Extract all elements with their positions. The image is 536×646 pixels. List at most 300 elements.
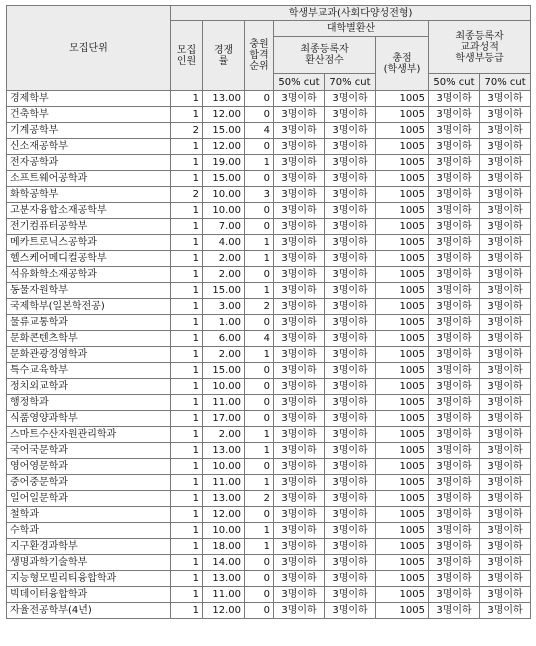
ratio-cell: 10.00 — [203, 187, 245, 203]
table-row — [7, 187, 531, 203]
score-cut50-cell: 3명이하 — [274, 523, 325, 539]
total-cell: 1005 — [376, 123, 429, 139]
dept-cell: 지구환경과학부 — [7, 539, 171, 555]
score-cut50-header: 50% cut — [274, 74, 325, 91]
grade-cut50-cell: 3명이하 — [429, 539, 480, 555]
final-score-header-line: 최종등록자 — [300, 44, 349, 55]
dept-cell: 헬스케어메디컬공학부 — [7, 251, 171, 267]
quota-cell: 1 — [171, 555, 203, 571]
grade-cut70-cell: 3명이하 — [480, 379, 531, 395]
waitlist-cell: 4 — [245, 123, 274, 139]
grade-cut70-cell: 3명이하 — [480, 267, 531, 283]
ratio-cell: 2.00 — [203, 267, 245, 283]
score-cut70-cell: 3명이하 — [325, 203, 376, 219]
quota-cell: 1 — [171, 507, 203, 523]
ratio-cell: 19.00 — [203, 155, 245, 171]
waitlist-header-line: 충원 — [249, 39, 269, 50]
quota-cell: 1 — [171, 251, 203, 267]
total-cell: 1005 — [376, 171, 429, 187]
dept-cell: 수학과 — [7, 523, 171, 539]
ratio-cell: 2.00 — [203, 427, 245, 443]
ratio-header-line: 률 — [218, 55, 229, 67]
total-cell: 1005 — [376, 571, 429, 587]
total-cell: 1005 — [376, 443, 429, 459]
grade-cut70-cell: 3명이하 — [480, 251, 531, 267]
waitlist-header-line: 순위 — [249, 61, 269, 72]
total-cell: 1005 — [376, 283, 429, 299]
waitlist-cell: 0 — [245, 507, 274, 523]
score-cut50-cell: 3명이하 — [274, 139, 325, 155]
waitlist-cell: 1 — [245, 155, 274, 171]
waitlist-cell: 0 — [245, 555, 274, 571]
ratio-cell: 7.00 — [203, 219, 245, 235]
table-row — [7, 379, 531, 395]
grade-cut70-cell: 3명이하 — [480, 539, 531, 555]
ratio-cell: 17.00 — [203, 411, 245, 427]
grade-cut50-cell: 3명이하 — [429, 379, 480, 395]
grade-cut70-cell: 3명이하 — [480, 155, 531, 171]
total-cell: 1005 — [376, 603, 429, 619]
quota-cell: 1 — [171, 475, 203, 491]
score-cut70-cell: 3명이하 — [325, 523, 376, 539]
waitlist-cell: 1 — [245, 235, 274, 251]
quota-cell: 1 — [171, 427, 203, 443]
grade-cut70-cell: 3명이하 — [480, 331, 531, 347]
dept-cell: 생명과학기술학부 — [7, 555, 171, 571]
score-cut70-cell: 3명이하 — [325, 427, 376, 443]
score-cut50-cell: 3명이하 — [274, 251, 325, 267]
table-row — [7, 107, 531, 123]
score-cut70-cell: 3명이하 — [325, 507, 376, 523]
score-cut70-cell: 3명이하 — [325, 155, 376, 171]
dept-cell: 지능형모빌리티융합학과 — [7, 571, 171, 587]
ratio-cell: 11.00 — [203, 395, 245, 411]
score-cut70-cell: 3명이하 — [325, 283, 376, 299]
score-cut50-cell: 3명이하 — [274, 379, 325, 395]
dept-cell: 화학공학부 — [7, 187, 171, 203]
grade-cut70-cell: 3명이하 — [480, 283, 531, 299]
grade-cut70-cell: 3명이하 — [480, 171, 531, 187]
ratio-cell: 2.00 — [203, 251, 245, 267]
total-cell: 1005 — [376, 475, 429, 491]
table-row — [7, 331, 531, 347]
ratio-cell: 12.00 — [203, 507, 245, 523]
quota-cell: 1 — [171, 267, 203, 283]
table-row — [7, 267, 531, 283]
dept-cell: 물류교통학과 — [7, 315, 171, 331]
table-row — [7, 475, 531, 491]
grade-cut50-cell: 3명이하 — [429, 363, 480, 379]
grade-cut70-cell: 3명이하 — [480, 443, 531, 459]
waitlist-cell: 0 — [245, 587, 274, 603]
table-row — [7, 427, 531, 443]
waitlist-cell: 0 — [245, 267, 274, 283]
ratio-cell: 10.00 — [203, 203, 245, 219]
table-row — [7, 315, 531, 331]
waitlist-cell: 0 — [245, 315, 274, 331]
score-cut50-cell: 3명이하 — [274, 235, 325, 251]
score-cut50-cell: 3명이하 — [274, 203, 325, 219]
score-cut70-cell: 3명이하 — [325, 347, 376, 363]
total-cell: 1005 — [376, 155, 429, 171]
ratio-cell: 10.00 — [203, 379, 245, 395]
quota-cell: 1 — [171, 107, 203, 123]
quota-cell: 1 — [171, 299, 203, 315]
total-cell: 1005 — [376, 587, 429, 603]
score-cut70-cell: 3명이하 — [325, 107, 376, 123]
total-cell: 1005 — [376, 139, 429, 155]
dept-cell: 경제학부 — [7, 91, 171, 107]
dept-cell: 소프트웨어공학과 — [7, 171, 171, 187]
score-cut50-cell: 3명이하 — [274, 507, 325, 523]
ratio-cell: 11.00 — [203, 475, 245, 491]
grade-cut70-cell: 3명이하 — [480, 107, 531, 123]
quota-cell: 1 — [171, 379, 203, 395]
ratio-cell: 4.00 — [203, 235, 245, 251]
dept-cell: 스마트수산자원관리학과 — [7, 427, 171, 443]
grade-cut70-cell: 3명이하 — [480, 491, 531, 507]
grade-cut50-cell: 3명이하 — [429, 347, 480, 363]
table-row — [7, 235, 531, 251]
total-cell: 1005 — [376, 507, 429, 523]
waitlist-cell: 3 — [245, 187, 274, 203]
quota-header-line: 모집 — [176, 44, 197, 56]
dept-cell: 일어일문학과 — [7, 491, 171, 507]
table-row — [7, 283, 531, 299]
total-cell: 1005 — [376, 491, 429, 507]
grade-cut50-header: 50% cut — [429, 74, 480, 91]
waitlist-cell: 2 — [245, 491, 274, 507]
table-row — [7, 219, 531, 235]
dept-cell: 행정학과 — [7, 395, 171, 411]
quota-cell: 1 — [171, 331, 203, 347]
ratio-cell: 18.00 — [203, 539, 245, 555]
dept-cell: 철학과 — [7, 507, 171, 523]
table-row — [7, 347, 531, 363]
univ-conversion-header: 대학별환산 — [274, 21, 429, 37]
total-header-line: 총점 — [392, 52, 412, 64]
ratio-cell: 13.00 — [203, 443, 245, 459]
waitlist-cell: 0 — [245, 571, 274, 587]
score-cut50-cell: 3명이하 — [274, 283, 325, 299]
score-cut50-cell: 3명이하 — [274, 91, 325, 107]
score-cut70-header: 70% cut — [325, 74, 376, 91]
score-cut70-cell: 3명이하 — [325, 571, 376, 587]
waitlist-cell: 0 — [245, 411, 274, 427]
score-cut50-cell: 3명이하 — [274, 571, 325, 587]
score-cut50-cell: 3명이하 — [274, 299, 325, 315]
grade-cut70-cell: 3명이하 — [480, 395, 531, 411]
total-cell: 1005 — [376, 299, 429, 315]
score-cut70-cell: 3명이하 — [325, 171, 376, 187]
table-row — [7, 411, 531, 427]
score-cut70-cell: 3명이하 — [325, 475, 376, 491]
ratio-cell: 3.00 — [203, 299, 245, 315]
waitlist-cell: 0 — [245, 91, 274, 107]
ratio-cell: 13.00 — [203, 491, 245, 507]
grade-cut70-cell: 3명이하 — [480, 235, 531, 251]
ratio-cell: 15.00 — [203, 171, 245, 187]
grade-cut50-cell: 3명이하 — [429, 235, 480, 251]
grade-cut50-cell: 3명이하 — [429, 299, 480, 315]
dept-cell: 중어중문학과 — [7, 475, 171, 491]
table-row — [7, 459, 531, 475]
quota-cell: 1 — [171, 459, 203, 475]
grade-cut50-cell: 3명이하 — [429, 315, 480, 331]
total-header-line: (학생부) — [383, 63, 421, 75]
table-row — [7, 139, 531, 155]
waitlist-header-line: 합격 — [249, 50, 269, 61]
quota-cell: 1 — [171, 411, 203, 427]
score-cut70-cell: 3명이하 — [325, 139, 376, 155]
score-cut50-cell: 3명이하 — [274, 395, 325, 411]
final-grade-header-line: 교과성적 — [460, 41, 499, 53]
quota-cell: 1 — [171, 235, 203, 251]
grade-cut70-cell: 3명이하 — [480, 603, 531, 619]
total-cell: 1005 — [376, 539, 429, 555]
total-cell: 1005 — [376, 363, 429, 379]
score-cut70-cell: 3명이하 — [325, 187, 376, 203]
ratio-cell: 11.00 — [203, 587, 245, 603]
quota-header — [171, 21, 203, 91]
grade-cut70-cell: 3명이하 — [480, 571, 531, 587]
quota-cell: 2 — [171, 187, 203, 203]
ratio-cell: 14.00 — [203, 555, 245, 571]
admission-results-table — [6, 5, 531, 619]
score-cut70-cell: 3명이하 — [325, 459, 376, 475]
grade-cut70-cell: 3명이하 — [480, 187, 531, 203]
grade-cut70-cell: 3명이하 — [480, 363, 531, 379]
total-cell: 1005 — [376, 219, 429, 235]
table-row — [7, 587, 531, 603]
final-grade-header-line: 학생부등급 — [455, 52, 504, 64]
grade-cut50-cell: 3명이하 — [429, 507, 480, 523]
final-grade-header — [429, 21, 531, 74]
total-cell: 1005 — [376, 395, 429, 411]
table-row — [7, 523, 531, 539]
table-row — [7, 571, 531, 587]
table-row — [7, 203, 531, 219]
grade-cut70-cell: 3명이하 — [480, 203, 531, 219]
quota-cell: 1 — [171, 491, 203, 507]
dept-cell: 빅데이터융합학과 — [7, 587, 171, 603]
score-cut70-cell: 3명이하 — [325, 411, 376, 427]
ratio-cell: 15.00 — [203, 123, 245, 139]
score-cut50-cell: 3명이하 — [274, 123, 325, 139]
grade-cut70-header: 70% cut — [480, 74, 531, 91]
dept-cell: 메카트로닉스공학과 — [7, 235, 171, 251]
total-cell: 1005 — [376, 379, 429, 395]
waitlist-cell: 0 — [245, 203, 274, 219]
score-cut50-cell: 3명이하 — [274, 459, 325, 475]
group-title: 학생부교과(사회다양성전형) — [171, 6, 531, 21]
grade-cut70-cell: 3명이하 — [480, 555, 531, 571]
score-cut70-cell: 3명이하 — [325, 91, 376, 107]
ratio-cell: 15.00 — [203, 363, 245, 379]
score-cut70-cell: 3명이하 — [325, 251, 376, 267]
waitlist-cell: 1 — [245, 443, 274, 459]
waitlist-cell: 0 — [245, 363, 274, 379]
total-cell: 1005 — [376, 315, 429, 331]
table-body — [7, 91, 531, 619]
admission-results-sheet — [6, 5, 530, 619]
ratio-cell: 12.00 — [203, 603, 245, 619]
table-header — [7, 6, 531, 91]
dept-cell: 자율전공학부(4년) — [7, 603, 171, 619]
waitlist-cell: 0 — [245, 107, 274, 123]
waitlist-cell: 0 — [245, 139, 274, 155]
quota-cell: 1 — [171, 155, 203, 171]
grade-cut50-cell: 3명이하 — [429, 475, 480, 491]
waitlist-cell: 2 — [245, 299, 274, 315]
quota-cell: 1 — [171, 363, 203, 379]
score-cut50-cell: 3명이하 — [274, 475, 325, 491]
waitlist-cell: 0 — [245, 379, 274, 395]
quota-cell: 1 — [171, 203, 203, 219]
quota-cell: 1 — [171, 571, 203, 587]
dept-cell: 석유화학소재공학과 — [7, 267, 171, 283]
waitlist-cell: 0 — [245, 603, 274, 619]
ratio-cell: 13.00 — [203, 571, 245, 587]
waitlist-cell: 1 — [245, 251, 274, 267]
score-cut50-cell: 3명이하 — [274, 107, 325, 123]
score-cut50-cell: 3명이하 — [274, 171, 325, 187]
dept-cell: 정치외교학과 — [7, 379, 171, 395]
table-row — [7, 491, 531, 507]
grade-cut50-cell: 3명이하 — [429, 395, 480, 411]
quota-cell: 1 — [171, 395, 203, 411]
table-row — [7, 507, 531, 523]
dept-cell: 동물자원학부 — [7, 283, 171, 299]
score-cut50-cell: 3명이하 — [274, 427, 325, 443]
grade-cut50-cell: 3명이하 — [429, 155, 480, 171]
total-cell: 1005 — [376, 427, 429, 443]
table-row — [7, 363, 531, 379]
grade-cut50-cell: 3명이하 — [429, 203, 480, 219]
score-cut70-cell: 3명이하 — [325, 219, 376, 235]
score-cut70-cell: 3명이하 — [325, 395, 376, 411]
final-score-header-line: 환산점수 — [305, 55, 344, 66]
score-cut50-cell: 3명이하 — [274, 219, 325, 235]
quota-cell: 1 — [171, 171, 203, 187]
score-cut70-cell: 3명이하 — [325, 315, 376, 331]
score-cut50-cell: 3명이하 — [274, 603, 325, 619]
score-cut50-cell: 3명이하 — [274, 555, 325, 571]
grade-cut70-cell: 3명이하 — [480, 475, 531, 491]
score-cut70-cell: 3명이하 — [325, 299, 376, 315]
final-grade-header-line: 최종등록자 — [455, 30, 504, 42]
quota-header-line: 인원 — [176, 55, 197, 67]
dept-header: 모집단위 — [7, 6, 171, 91]
dept-cell: 전기컴퓨터공학부 — [7, 219, 171, 235]
table-row — [7, 539, 531, 555]
total-cell: 1005 — [376, 267, 429, 283]
ratio-cell: 10.00 — [203, 459, 245, 475]
grade-cut50-cell: 3명이하 — [429, 123, 480, 139]
total-header — [376, 37, 429, 91]
total-cell: 1005 — [376, 459, 429, 475]
waitlist-cell: 1 — [245, 475, 274, 491]
grade-cut70-cell: 3명이하 — [480, 347, 531, 363]
grade-cut70-cell: 3명이하 — [480, 459, 531, 475]
table-row — [7, 395, 531, 411]
ratio-cell: 15.00 — [203, 283, 245, 299]
grade-cut50-cell: 3명이하 — [429, 603, 480, 619]
dept-cell: 영어영문학과 — [7, 459, 171, 475]
dept-cell: 문화콘텐츠학부 — [7, 331, 171, 347]
score-cut70-cell: 3명이하 — [325, 235, 376, 251]
waitlist-cell: 1 — [245, 539, 274, 555]
table-row — [7, 251, 531, 267]
score-cut50-cell: 3명이하 — [274, 411, 325, 427]
table-row — [7, 91, 531, 107]
dept-cell: 국어국문학과 — [7, 443, 171, 459]
score-cut50-cell: 3명이하 — [274, 587, 325, 603]
ratio-cell: 1.00 — [203, 315, 245, 331]
total-cell: 1005 — [376, 235, 429, 251]
quota-cell: 1 — [171, 315, 203, 331]
score-cut70-cell: 3명이하 — [325, 539, 376, 555]
dept-cell: 국제학부(일본학전공) — [7, 299, 171, 315]
grade-cut50-cell: 3명이하 — [429, 331, 480, 347]
grade-cut50-cell: 3명이하 — [429, 443, 480, 459]
grade-cut50-cell: 3명이하 — [429, 251, 480, 267]
grade-cut50-cell: 3명이하 — [429, 571, 480, 587]
final-score-header — [274, 37, 376, 74]
grade-cut50-cell: 3명이하 — [429, 219, 480, 235]
score-cut50-cell: 3명이하 — [274, 347, 325, 363]
waitlist-cell: 1 — [245, 427, 274, 443]
ratio-cell: 13.00 — [203, 91, 245, 107]
waitlist-cell: 0 — [245, 459, 274, 475]
grade-cut50-cell: 3명이하 — [429, 187, 480, 203]
ratio-cell: 12.00 — [203, 107, 245, 123]
score-cut50-cell: 3명이하 — [274, 491, 325, 507]
waitlist-cell: 0 — [245, 171, 274, 187]
grade-cut70-cell: 3명이하 — [480, 139, 531, 155]
total-cell: 1005 — [376, 331, 429, 347]
grade-cut70-cell: 3명이하 — [480, 411, 531, 427]
dept-cell: 고분자융합소재공학부 — [7, 203, 171, 219]
grade-cut50-cell: 3명이하 — [429, 427, 480, 443]
quota-cell: 1 — [171, 139, 203, 155]
grade-cut50-cell: 3명이하 — [429, 587, 480, 603]
dept-cell: 문화관광경영학과 — [7, 347, 171, 363]
waitlist-cell: 1 — [245, 523, 274, 539]
quota-cell: 1 — [171, 587, 203, 603]
quota-cell: 1 — [171, 443, 203, 459]
score-cut50-cell: 3명이하 — [274, 331, 325, 347]
dept-cell: 건축학부 — [7, 107, 171, 123]
grade-cut70-cell: 3명이하 — [480, 123, 531, 139]
score-cut50-cell: 3명이하 — [274, 267, 325, 283]
total-cell: 1005 — [376, 411, 429, 427]
score-cut70-cell: 3명이하 — [325, 587, 376, 603]
table-row — [7, 603, 531, 619]
score-cut70-cell: 3명이하 — [325, 555, 376, 571]
waitlist-cell: 1 — [245, 347, 274, 363]
grade-cut50-cell: 3명이하 — [429, 411, 480, 427]
grade-cut50-cell: 3명이하 — [429, 139, 480, 155]
grade-cut50-cell: 3명이하 — [429, 555, 480, 571]
ratio-cell: 2.00 — [203, 347, 245, 363]
total-cell: 1005 — [376, 555, 429, 571]
grade-cut70-cell: 3명이하 — [480, 587, 531, 603]
table-row — [7, 443, 531, 459]
grade-cut70-cell: 3명이하 — [480, 219, 531, 235]
table-row — [7, 555, 531, 571]
table-row — [7, 155, 531, 171]
